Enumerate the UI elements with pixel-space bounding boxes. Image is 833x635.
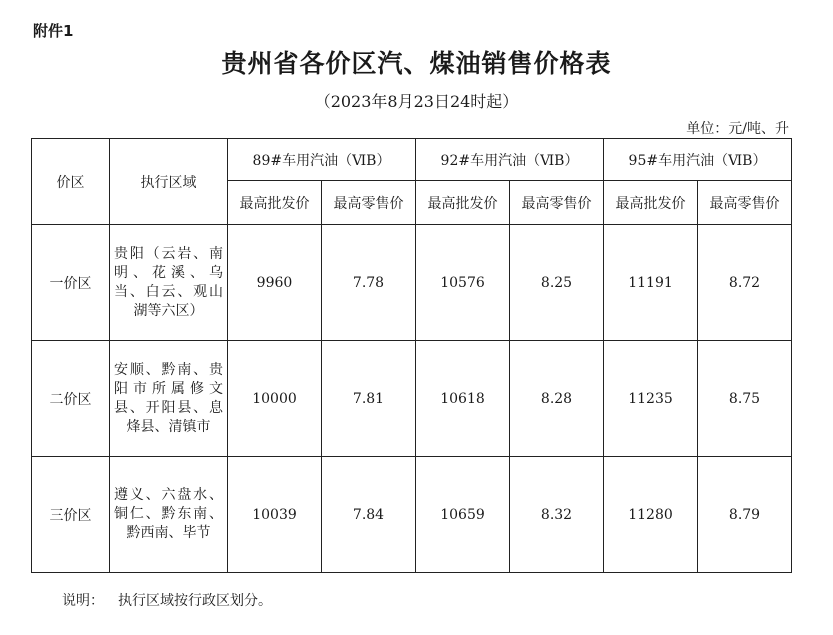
effective-date: （2023年8月23日24时起） (314, 92, 519, 111)
price-cell: 11191 (604, 225, 698, 341)
page-title: 贵州省各价区汽、煤油销售价格表 (221, 49, 612, 78)
price-cell: 10576 (416, 225, 510, 341)
price-cell: 10000 (228, 341, 322, 457)
area-text: 遵义、六盘水、铜仁、黔东南、黔西南、毕节 (114, 487, 223, 541)
subheader-retail: 最高零售价 (698, 181, 792, 225)
attachment-label: 附件1 (33, 22, 74, 40)
price-cell: 8.75 (698, 341, 792, 457)
header-fuel-95: 95#车用汽油（ⅥB） (604, 139, 792, 181)
unit-label: 单位：元/吨、升 (686, 121, 789, 137)
price-cell: 8.25 (510, 225, 604, 341)
subheader-retail: 最高零售价 (322, 181, 416, 225)
table-row (32, 341, 792, 457)
price-cell: 8.79 (698, 457, 792, 573)
area-text: 贵阳（云岩、南明、花溪、乌当、白云、观山湖等六区） (114, 245, 223, 319)
footnote-text: 执行区域按行政区划分。 (118, 593, 272, 609)
price-cell: 7.78 (322, 225, 416, 341)
area-text: 安顺、黔南、贵阳市所属修文县、开阳县、息烽县、清镇市 (114, 361, 223, 435)
zone-cell: 三价区 (32, 457, 110, 573)
header-zone: 价区 (32, 139, 110, 225)
area-cell (110, 457, 228, 573)
price-cell: 11235 (604, 341, 698, 457)
price-cell: 11280 (604, 457, 698, 573)
table-row (32, 225, 792, 341)
table-header-row (32, 139, 792, 181)
header-fuel-92: 92#车用汽油（ⅥB） (416, 139, 604, 181)
subheader-wholesale: 最高批发价 (228, 181, 322, 225)
header-area: 执行区域 (110, 139, 228, 225)
price-cell: 8.72 (698, 225, 792, 341)
price-cell: 10659 (416, 457, 510, 573)
table-row (32, 457, 792, 573)
price-cell: 7.81 (322, 341, 416, 457)
zone-cell: 二价区 (32, 341, 110, 457)
price-cell: 7.84 (322, 457, 416, 573)
subheader-retail: 最高零售价 (510, 181, 604, 225)
price-cell: 10039 (228, 457, 322, 573)
price-cell: 8.28 (510, 341, 604, 457)
zone-cell: 一价区 (32, 225, 110, 341)
subheader-wholesale: 最高批发价 (416, 181, 510, 225)
header-fuel-89: 89#车用汽油（ⅥB） (228, 139, 416, 181)
footnote-label: 说明： (62, 593, 104, 609)
subheader-wholesale: 最高批发价 (604, 181, 698, 225)
price-cell: 8.32 (510, 457, 604, 573)
area-cell (110, 341, 228, 457)
area-cell (110, 225, 228, 341)
price-table (31, 138, 792, 573)
price-cell: 10618 (416, 341, 510, 457)
price-cell: 9960 (228, 225, 322, 341)
footnote (62, 590, 272, 610)
